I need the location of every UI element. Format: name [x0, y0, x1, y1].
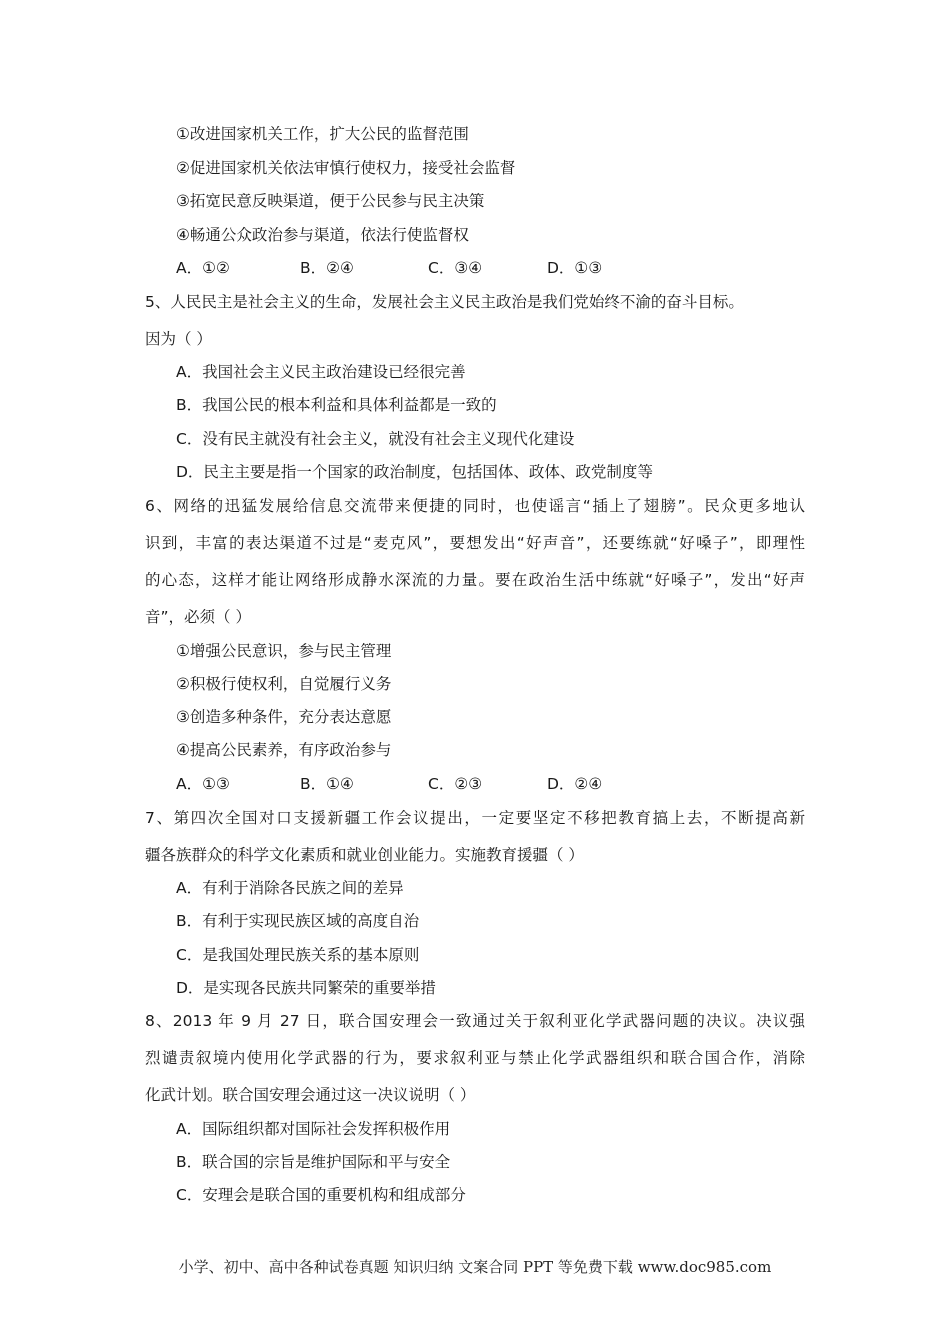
q6-stem-line-4: 音”，必须（ ）: [145, 608, 251, 626]
q8-option-c: C．安理会是联合国的重要机构和组成部分: [176, 1186, 466, 1204]
q8-stem-line-3: 化武计划。联合国安理会通过这一决议说明（ ）: [145, 1086, 476, 1104]
q6-option-c: C．②③: [428, 775, 483, 793]
q4-item-1: ①改进国家机关工作，扩大公民的监督范围: [176, 125, 469, 143]
q4-item-3: ③拓宽民意反映渠道，便于公民参与民主决策: [176, 192, 485, 210]
q6-item-1: ①增强公民意识，参与民主管理: [176, 642, 392, 660]
q7-stem-line-2: 疆各族群众的科学文化素质和就业创业能力。实施教育援疆（ ）: [145, 846, 584, 864]
q4-item-2: ②促进国家机关依法审慎行使权力，接受社会监督: [176, 159, 516, 177]
q6-option-a: A．①③: [176, 775, 230, 793]
q6-item-3: ③创造多种条件，充分表达意愿: [176, 708, 392, 726]
q7-option-b: B．有利于实现民族区域的高度自治: [176, 912, 420, 930]
q6-stem-line-3: 的心态，这样才能让网络形成静水深流的力量。要在政治生活中练就“好嗓子”，发出“好声: [145, 571, 805, 589]
q6-stem-line-1: 6、网络的迅猛发展给信息交流带来便捷的同时，也使谣言“插上了翅膀”。民众更多地认: [145, 497, 805, 515]
q4-option-a: A．①②: [176, 259, 230, 277]
q4-option-d: D．①③: [547, 259, 603, 277]
q4-option-c: C．③④: [428, 259, 483, 277]
q5-option-a: A．我国社会主义民主政治建设已经很完善: [176, 363, 466, 381]
q5-stem-line-2: 因为（ ）: [145, 330, 212, 348]
q8-option-a: A．国际组织都对国际社会发挥积极作用: [176, 1120, 451, 1138]
q6-option-d: D．②④: [547, 775, 603, 793]
q8-stem-line-1: 8、2013 年 9 月 27 日，联合国安理会一致通过关于叙利亚化学武器问题的决议。决议强: [145, 1012, 805, 1030]
q8-option-b: B．联合国的宗旨是维护国际和平与安全: [176, 1153, 451, 1171]
q4-option-b: B．②④: [300, 259, 354, 277]
q5-option-d: D．民主主要是指一个国家的政治制度，包括国体、政体、政党制度等: [176, 463, 653, 481]
q6-option-b: B．①④: [300, 775, 354, 793]
page-footer: 小学、初中、高中各种试卷真题 知识归纳 文案合同 PPT 等免费下载 www.doc985.com: [178, 1258, 772, 1276]
q7-option-c: C．是我国处理民族关系的基本原则: [176, 946, 420, 964]
q7-stem-line-1: 7、第四次全国对口支援新疆工作会议提出，一定要坚定不移把教育搞上去，不断提高新: [145, 809, 805, 827]
q5-option-c: C．没有民主就没有社会主义，就没有社会主义现代化建设: [176, 430, 575, 448]
q4-item-4: ④畅通公众政治参与渠道，依法行使监督权: [176, 226, 469, 244]
q6-stem-line-2: 识到，丰富的表达渠道不过是“麦克风”，要想发出“好声音”，还要练就“好嗓子”，即理性: [145, 534, 805, 552]
q7-option-d: D．是实现各民族共同繁荣的重要举措: [176, 979, 436, 997]
q8-stem-line-2: 烈谴责叙境内使用化学武器的行为，要求叙利亚与禁止化学武器组织和联合国合作，消除: [145, 1049, 805, 1067]
q7-option-a: A．有利于消除各民族之间的差异: [176, 879, 404, 897]
q6-item-2: ②积极行使权利，自觉履行义务: [176, 675, 392, 693]
q5-option-b: B．我国公民的根本利益和具体利益都是一致的: [176, 396, 497, 414]
q6-item-4: ④提高公民素养，有序政治参与: [176, 741, 392, 759]
q5-stem-line-1: 5、人民民主是社会主义的生命，发展社会主义民主政治是我们党始终不渝的奋斗目标。: [145, 293, 744, 311]
